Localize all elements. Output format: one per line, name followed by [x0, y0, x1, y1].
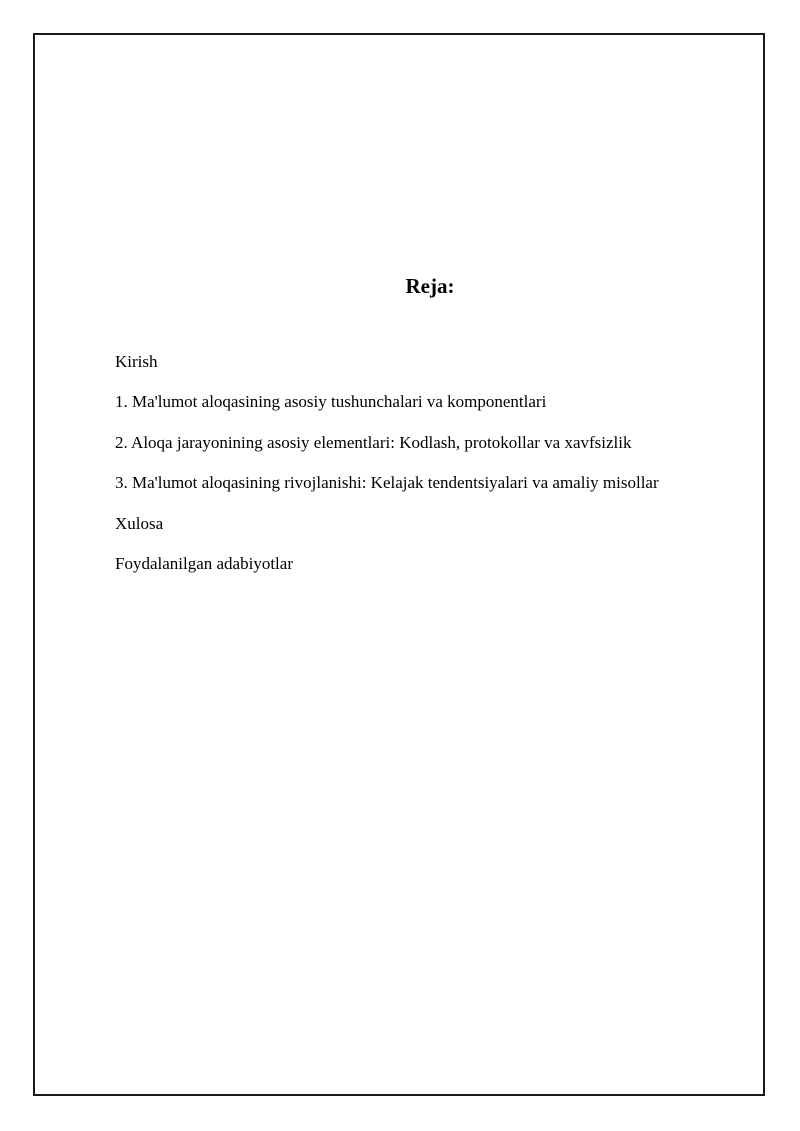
- plan-item-2: 2. Aloqa jarayonining asosiy elementlari: Kodlash, protokollar va xavfsizlik: [115, 432, 632, 452]
- plan-item-references: Foydalanilgan adabiyotlar: [115, 553, 293, 573]
- plan-item-conclusion: Xulosa: [115, 513, 164, 533]
- plan-item-1: 1. Ma'lumot aloqasining asosiy tushunchalari va komponentlari: [115, 392, 547, 412]
- plan-item-intro: Kirish: [115, 352, 158, 371]
- plan-item-3: 3. Ma'lumot aloqasining rivojlanishi: Kelajak tendentsiyalari va amaliy misollar: [115, 473, 659, 493]
- plan-heading: Reja:: [405, 274, 455, 298]
- plan-list: [115, 350, 659, 592]
